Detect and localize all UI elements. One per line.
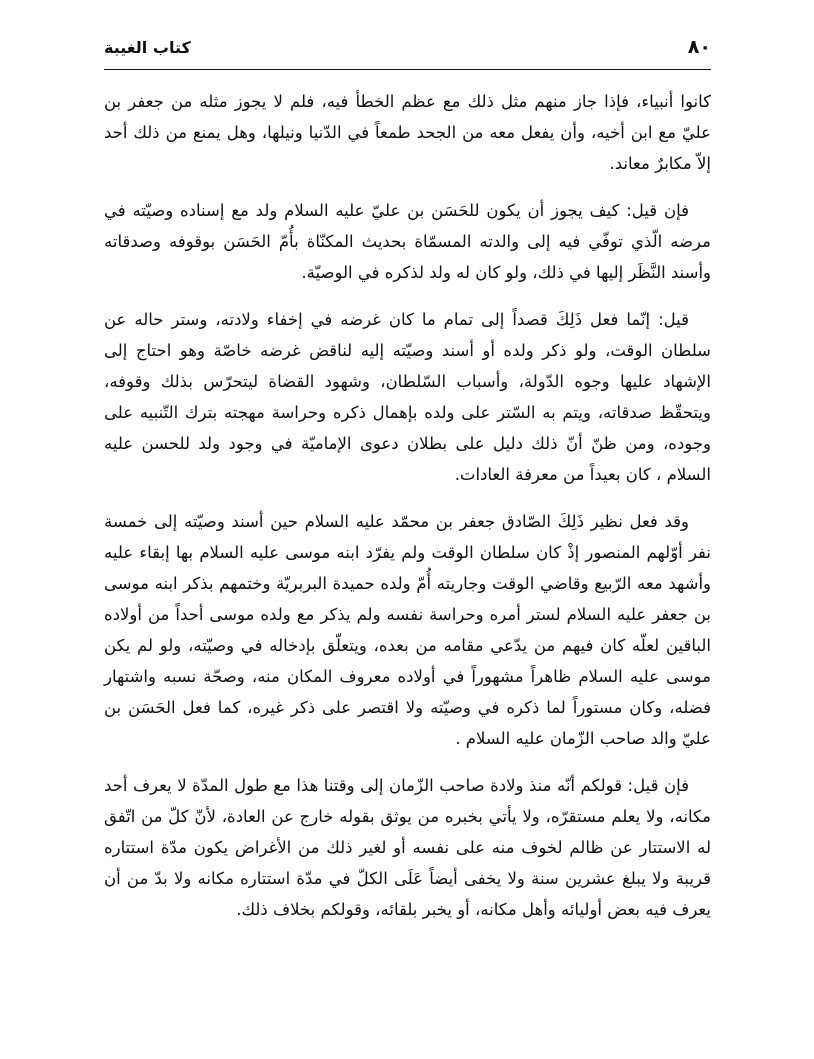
body-text	[104, 86, 711, 925]
paragraph-5: فإن قيل: قولكم أنّه منذ ولادة صاحب الزّمان إلى وقتنا هذا مع طول المدّة لا يعرف أحد مكانه، ولا يعلم مستقرّه، ولا يأتي بخبره من يوثق بقوله خارج عن العادة، لأنّ كلّ من اتّفق له الاستتار عن ظالم لخوف منه على نفسه أو لغير ذلك من الأغراض يكون مدّة استتاره قريبة ولا يبلغ عشرين سنة ولا يخفى أيضاً عَلَى الكلّ في مدّة استتاره مكانه ولا بدّ من أن يعرف فيه بعض أوليائه وأهل مكانه، أو يخبر بلقائه، وقولكم بخلاف ذلك.	[104, 776, 711, 919]
paragraph-1: كانوا أنبياء، فإذا جاز منهم مثل ذلك مع عظم الخطأ فيه، فلم لا يجوز مثله من جعفر بن عليّ مع ابن أخيه، وأن يفعل معه من الجحد طمعاً في الدّنيا ونيلها، وهل يمنع من ذلك أحد إلاّ مكابرٌ معاند.	[104, 92, 711, 173]
page-header	[104, 34, 711, 68]
paragraph-4: وقد فعل نظير ذَلِكَ الصّادق جعفر بن محمّد عليه السلام حين أسند وصيّته إلى خمسة نفر أوّلهم المنصور إذْ كان سلطان الوقت ولم يفرّد ابنه موسى عليه السلام بها إبقاء عليه وأشهد معه الرّبيع وقاضي الوقت وجاريته أُمّ ولده حميدة البربريّة وختمهم بذكر ابنه موسى بن جعفر عليه السلام لستر أمره وحراسة نفسه ولم يذكر مع ولده موسى أحداً من أولاده الباقين لعلّه كان فيهم من يدّعي مقامه من بعده، ويتعلّق بإدخاله في وصيّته، ولو لم يكن موسى عليه السلام ظاهراً مشهوراً في أولاده معروف المكان منه، وصحّة نسبه واشتهار فضله، وكان مستوراً لما ذكره في وصيّته ولا اقتصر على ذكر غيره، كما فعل الحَسَن بن عليّ والد صاحب الزّمان عليه السلام .	[104, 512, 711, 748]
paragraph-3: قيل: إنّما فعل ذَلِكَ قصداً إلى تمام ما كان غرضه في إخفاء ولادته، وستر حاله عن سلطان الوقت، ولو ذكر ولده أو أسند وصيّته إليه لناقض غرضه خاصّة وهو احتاج إلى الإشهاد عليها وجوه الدّولة، وأسباب السّلطان، وشهود القضاة ليتحرّس بذلك وقوفه، ويتحقّظ صدقاته، ويتم به السّتر على ولده بإهمال ذكره وحراسة مهجته بترك التّنبيه على وجوده، ومن ظنّ أنّ ذلك دليل على بطلان دعوى الإماميّة في وجود ولد للحسن عليه السلام ، كان بعيداً من معرفة العادات.	[104, 310, 711, 484]
running-title: كتاب الغيبة	[104, 38, 191, 57]
page-number: ٨٠	[687, 36, 711, 58]
header-rule	[104, 69, 711, 70]
paragraph-2: فإن قيل: كيف يجوز أن يكون للحَسَن بن عليّ عليه السلام ولد مع إسناده وصيّته في مرضه الّذي توفّي فيه إلى والدته المسمّاة بحديث المكنّاة بأُمّ الحَسَن بوقوفه وصدقاته وأسند النَّظَر إليها في ذلك، ولو كان له ولد لذكره في الوصيّة.	[104, 201, 711, 282]
